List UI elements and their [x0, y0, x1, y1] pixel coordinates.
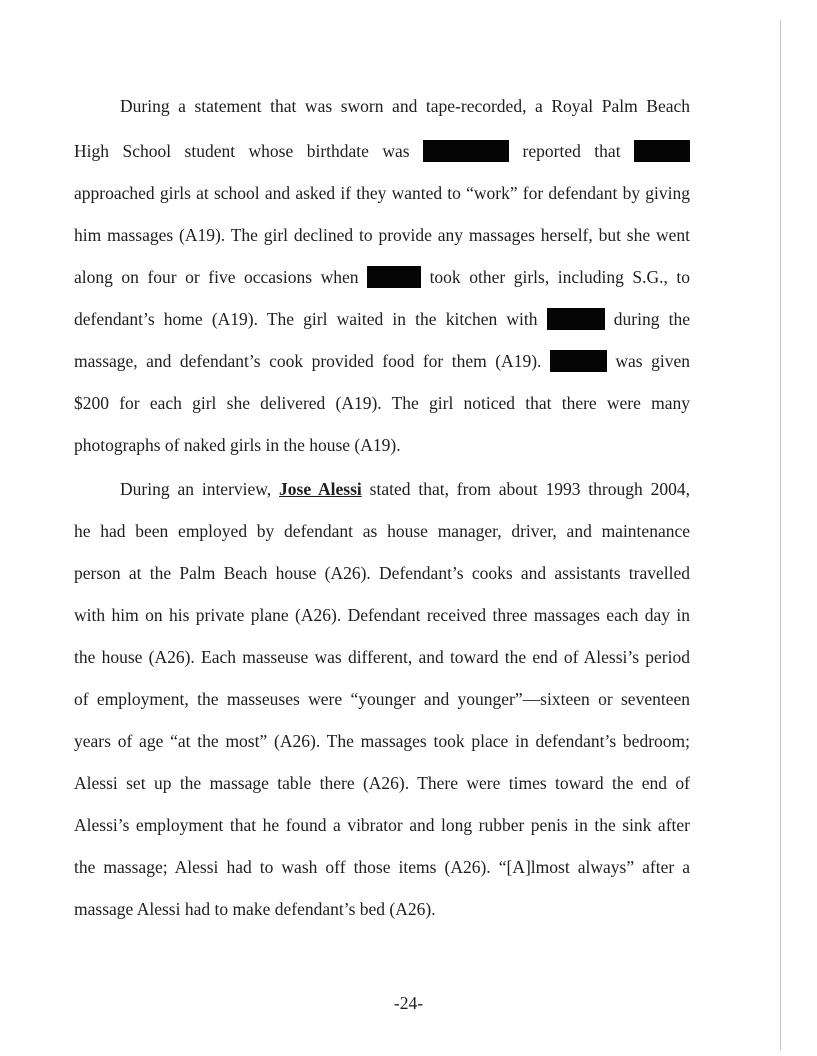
person-name-link[interactable]: Jose Alessi: [279, 479, 362, 499]
paragraph-1-line-5: [74, 264, 690, 290]
paragraph-2-line-6: of employment, the masseuses were “younger and younger”—sixteen or seventeen: [74, 689, 690, 709]
redaction-box: [550, 350, 607, 372]
paragraph-2-line-9: Alessi’s employment that he found a vibrator and long rubber penis in the sink after: [74, 815, 690, 835]
paragraph-1-line-9: photographs of naked girls in the house (A19).: [74, 435, 401, 455]
text-segment: During an interview,: [120, 479, 272, 499]
paragraph-2-line-7: years of age “at the most” (A26). The massages took place in defendant’s bedroom;: [74, 731, 690, 751]
paragraph-2-line-1: [120, 476, 690, 502]
text-segment: defendant’s home (A19). The girl waited in the kitchen with: [74, 309, 538, 329]
paragraph-2-line-11: massage Alessi had to make defendant’s bed (A26).: [74, 899, 436, 919]
page-number: -24-: [393, 993, 424, 1013]
paragraph-2-line-5: the house (A26). Each masseuse was different, and toward the end of Alessi’s period: [74, 647, 690, 667]
text-segment: stated that, from about 1993 through 2004,: [369, 479, 690, 499]
text-segment: during the: [613, 309, 691, 329]
paragraph-1-line-7: [74, 348, 690, 374]
text-segment: High School student whose birthdate was: [74, 141, 410, 161]
text-segment: was given: [615, 351, 690, 371]
page-edge-line: [780, 20, 781, 1050]
redaction-box: [423, 140, 509, 162]
text-segment: along on four or five occasions when: [74, 267, 359, 287]
paragraph-1-line-8: $200 for each girl she delivered (A19). The girl noticed that there were many: [74, 393, 690, 413]
redaction-box: [367, 266, 421, 288]
paragraph-2-line-10: the massage; Alessi had to wash off those items (A26). “[A]lmost always” after a: [74, 857, 690, 877]
paragraph-2-line-2: he had been employed by defendant as house manager, driver, and maintenance: [74, 521, 690, 541]
paragraph-2-line-4: with him on his private plane (A26). Defendant received three massages each day in: [74, 605, 690, 625]
paragraph-2-line-3: person at the Palm Beach house (A26). Defendant’s cooks and assistants travelled: [74, 563, 690, 583]
paragraph-1-line-6: [74, 306, 690, 332]
text-segment: massage, and defendant’s cook provided food for them (A19).: [74, 351, 542, 371]
paragraph-1-line-1: During a statement that was sworn and tape-recorded, a Royal Palm Beach: [120, 96, 690, 116]
text-segment: took other girls, including S.G., to: [429, 267, 691, 287]
paragraph-1-line-3: approached girls at school and asked if they wanted to “work” for defendant by giving: [74, 183, 690, 203]
paragraph-1-line-2: [74, 138, 690, 164]
text-segment: reported that: [522, 141, 621, 161]
redaction-box: [634, 140, 690, 162]
paragraph-2-line-8: Alessi set up the massage table there (A26). There were times toward the end of: [74, 773, 690, 793]
redaction-box: [547, 308, 605, 330]
paragraph-1-line-4: him massages (A19). The girl declined to provide any massages herself, but she went: [74, 225, 690, 245]
